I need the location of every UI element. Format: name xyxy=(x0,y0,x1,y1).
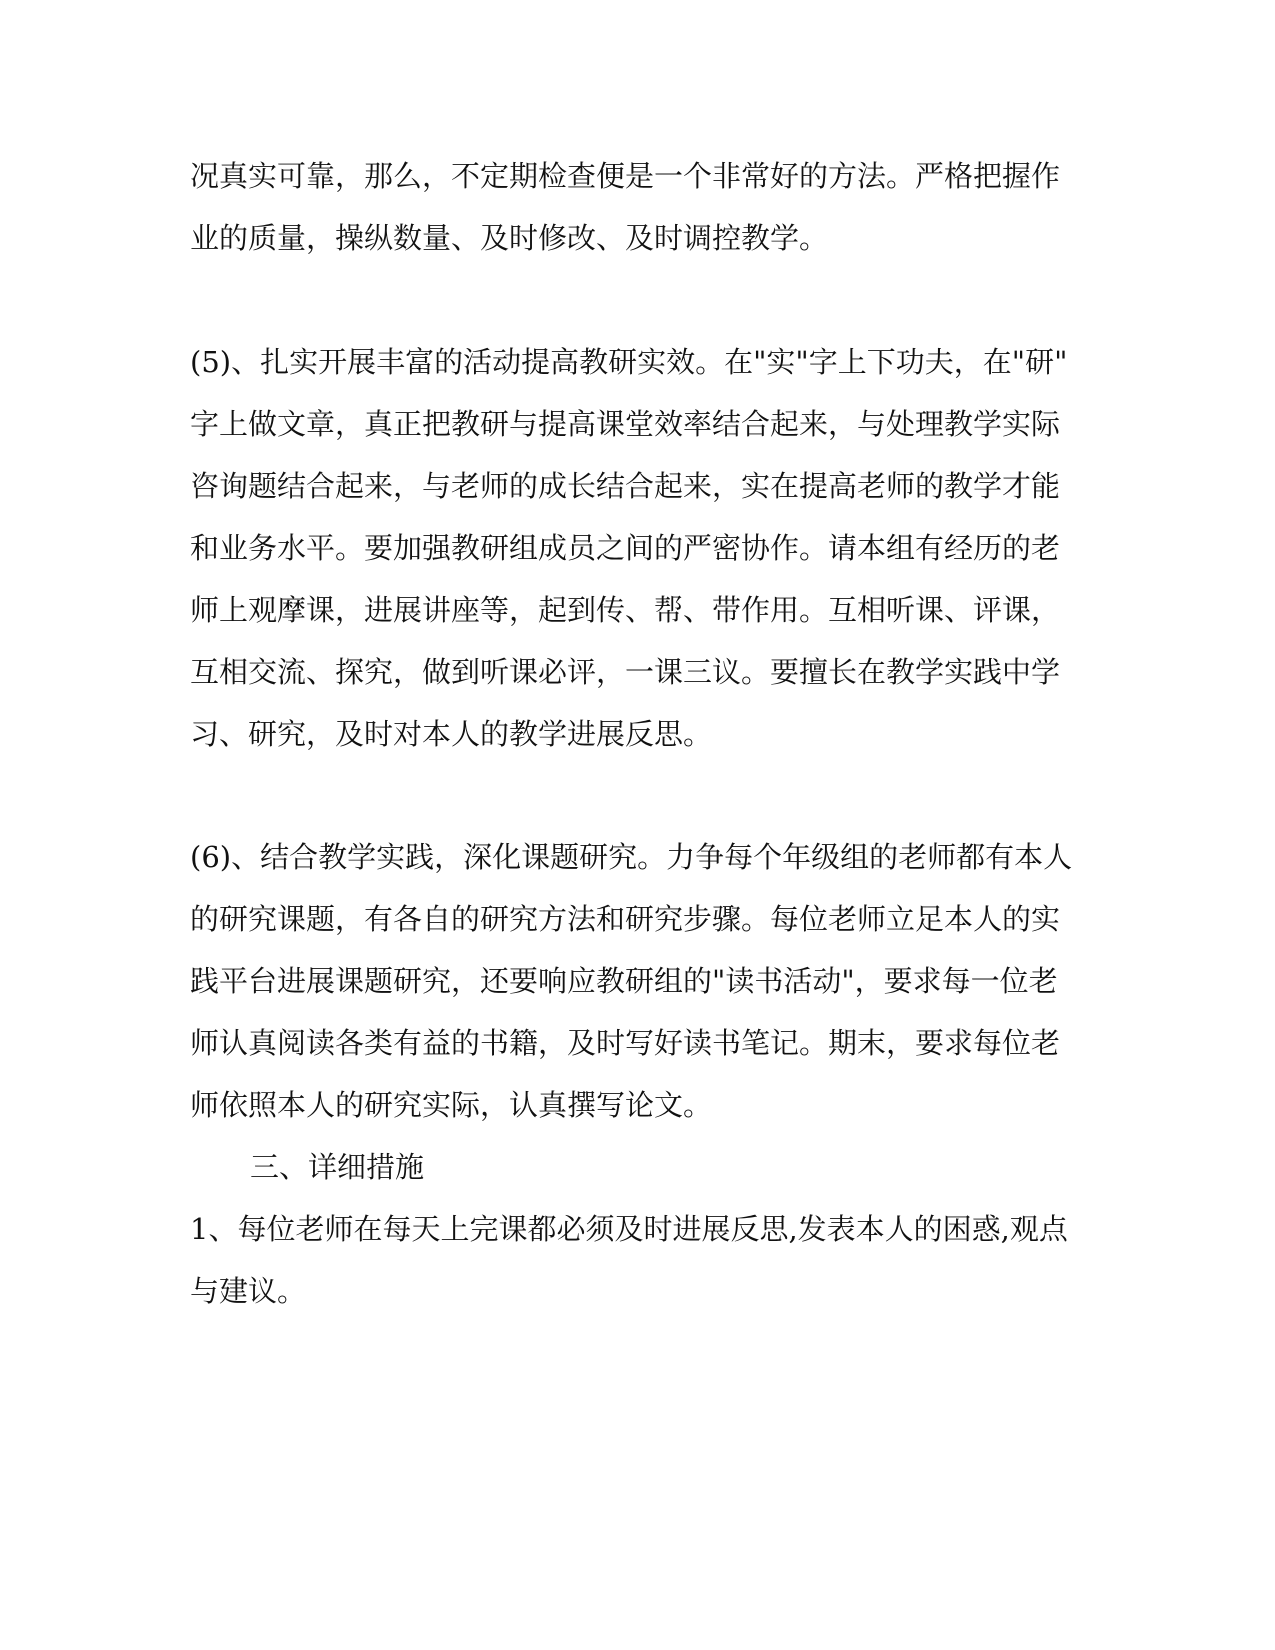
paragraph-3-line-4: 师认真阅读各类有益的书籍，及时写好读书笔记。期末，要求每位老 xyxy=(190,1026,1061,1060)
paragraph-2-line-7: 习、研究，及时对本人的教学进展反思。 xyxy=(190,717,713,751)
section-heading: 三、详细措施 xyxy=(250,1150,425,1184)
paragraph-2-line-4: 和业务水平。要加强教研组成员之间的严密协作。请本组有经历的老 xyxy=(190,531,1061,565)
paragraph-1-line-2: 业的质量，操纵数量、及时修改、及时调控教学。 xyxy=(190,221,829,255)
paragraph-1-line-1: 况真实可靠，那么，不定期检查便是一个非常好的方法。严格把握作 xyxy=(190,159,1061,193)
paragraph-4-line-2: 与建议。 xyxy=(190,1274,307,1308)
paragraph-2-line-2: 字上做文章，真正把教研与提高课堂效率结合起来，与处理教学实际 xyxy=(190,407,1061,441)
paragraph-3-line-3: 践平台进展课题研究，还要响应教研组的"读书活动"，要求每一位老 xyxy=(190,964,1058,998)
paragraph-2-line-6: 互相交流、探究，做到听课必评，一课三议。要擅长在教学实践中学 xyxy=(190,655,1061,689)
paragraph-3-line-1: (6)、结合教学实践，深化课题研究。力争每个年级组的老师都有本人 xyxy=(190,840,1073,874)
paragraph-2-line-3: 咨询题结合起来，与老师的成长结合起来，实在提高老师的教学才能 xyxy=(190,469,1061,503)
paragraph-2-line-1: (5)、扎实开展丰富的活动提高教研实效。在"实"字上下功夫，在"研" xyxy=(190,345,1068,379)
paragraph-4-line-1: 1、每位老师在每天上完课都必须及时进展反思,发表本人的困惑,观点 xyxy=(190,1212,1068,1246)
paragraph-3-line-5: 师依照本人的研究实际，认真撰写论文。 xyxy=(190,1088,713,1122)
paragraph-2-line-5: 师上观摩课，进展讲座等，起到传、帮、带作用。互相听课、评课， xyxy=(190,593,1061,627)
paragraph-3-line-2: 的研究课题，有各自的研究方法和研究步骤。每位老师立足本人的实 xyxy=(190,902,1061,936)
